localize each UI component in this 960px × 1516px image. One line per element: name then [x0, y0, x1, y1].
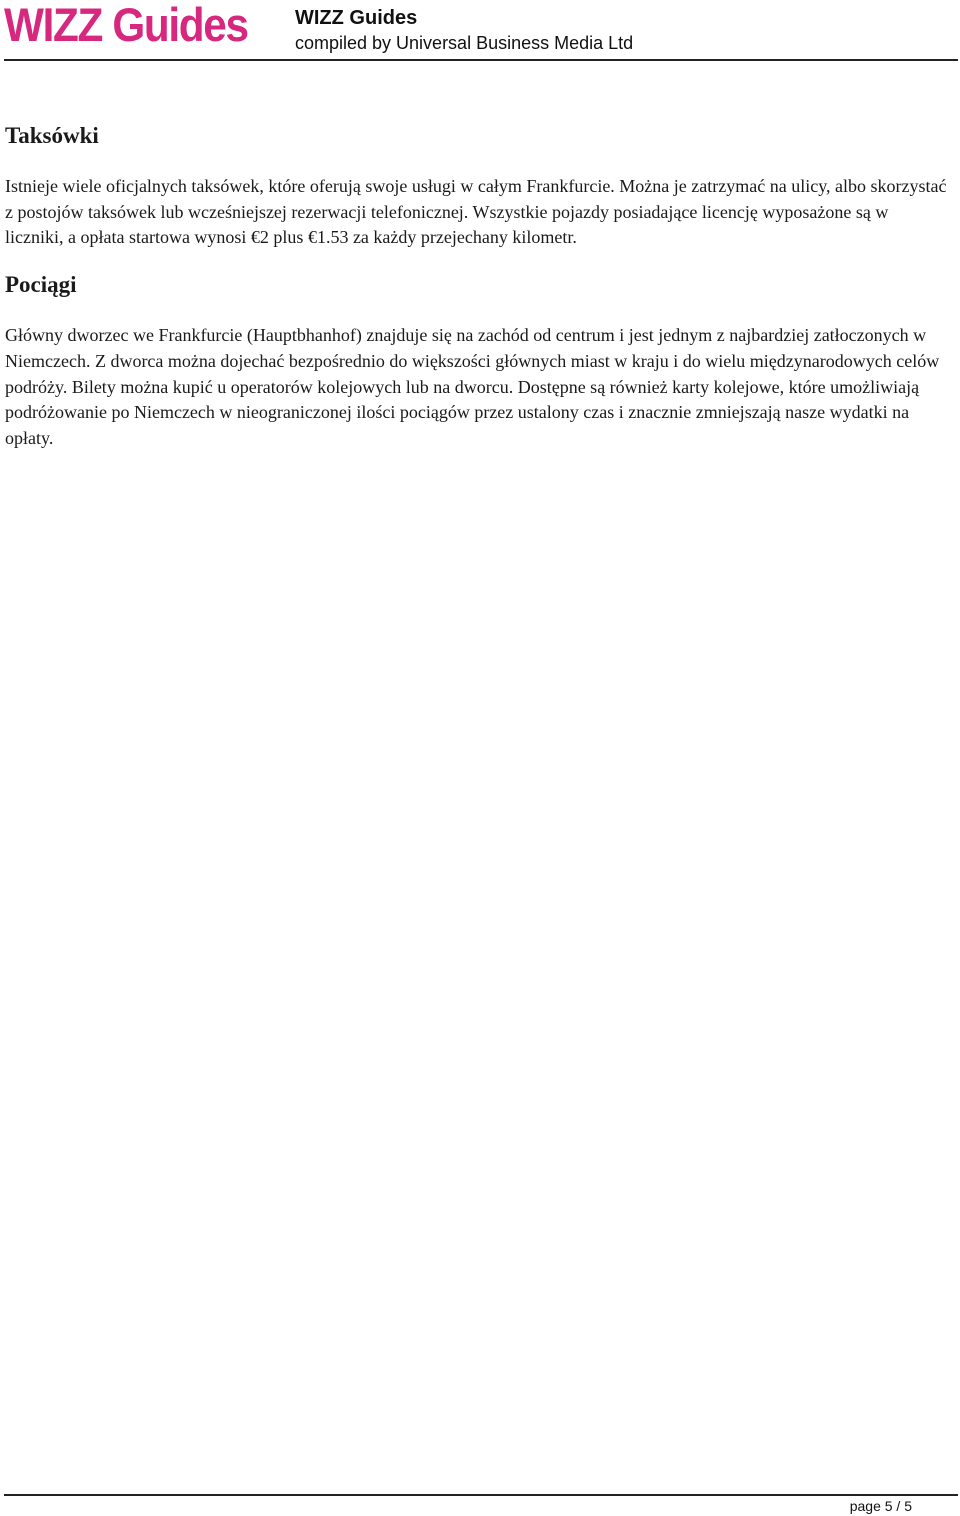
section-heading-trains: Pociągi [5, 272, 77, 298]
footer-divider [4, 1494, 958, 1496]
page-number: page 5 / 5 [849, 1498, 912, 1514]
section-trains [5, 267, 950, 452]
document-content [5, 118, 950, 468]
wizz-guides-logo: WIZZ Guides [4, 0, 248, 51]
section-taxis [5, 118, 950, 251]
header-divider [4, 59, 958, 61]
page-header [0, 0, 960, 62]
section-body-trains: Główny dworzec we Frankfurcie (Hauptbhanhof) znajduje się na zachód od centrum i jest jednym z najbardziej zatłoczonych w Niemczech. Z dworca można dojechać bezpośrednio do większości głównych miast w kraju i do wielu międzynarodowych celów podróży. Bilety można kupić u operatorów kolejowych lub na dworcu. Dostępne są również karty kolejowe, które umożliwiają podróżowanie po Niemczech w nieograniczonej ilości pociągów przez ustalony czas i znacznie zmniejszają nasze wydatki na opłaty. [5, 325, 940, 448]
section-body-taxis: Istnieje wiele oficjalnych taksówek, które oferują swoje usługi w całym Frankfurcie. Można je zatrzymać na ulicy, albo skorzystać z postojów taksówek lub wcześniejszej rezerwacji telefonicznej. Wszystkie pojazdy posiadające licencję wyposażone są w liczniki, a opłata startowa wynosi €2 plus €1.53 za każdy przejechany kilometr. [5, 176, 947, 248]
header-title: WIZZ Guides [295, 7, 418, 29]
header-subtitle: compiled by Universal Business Media Ltd [295, 33, 634, 53]
section-heading-taxis: Taksówki [5, 123, 99, 148]
